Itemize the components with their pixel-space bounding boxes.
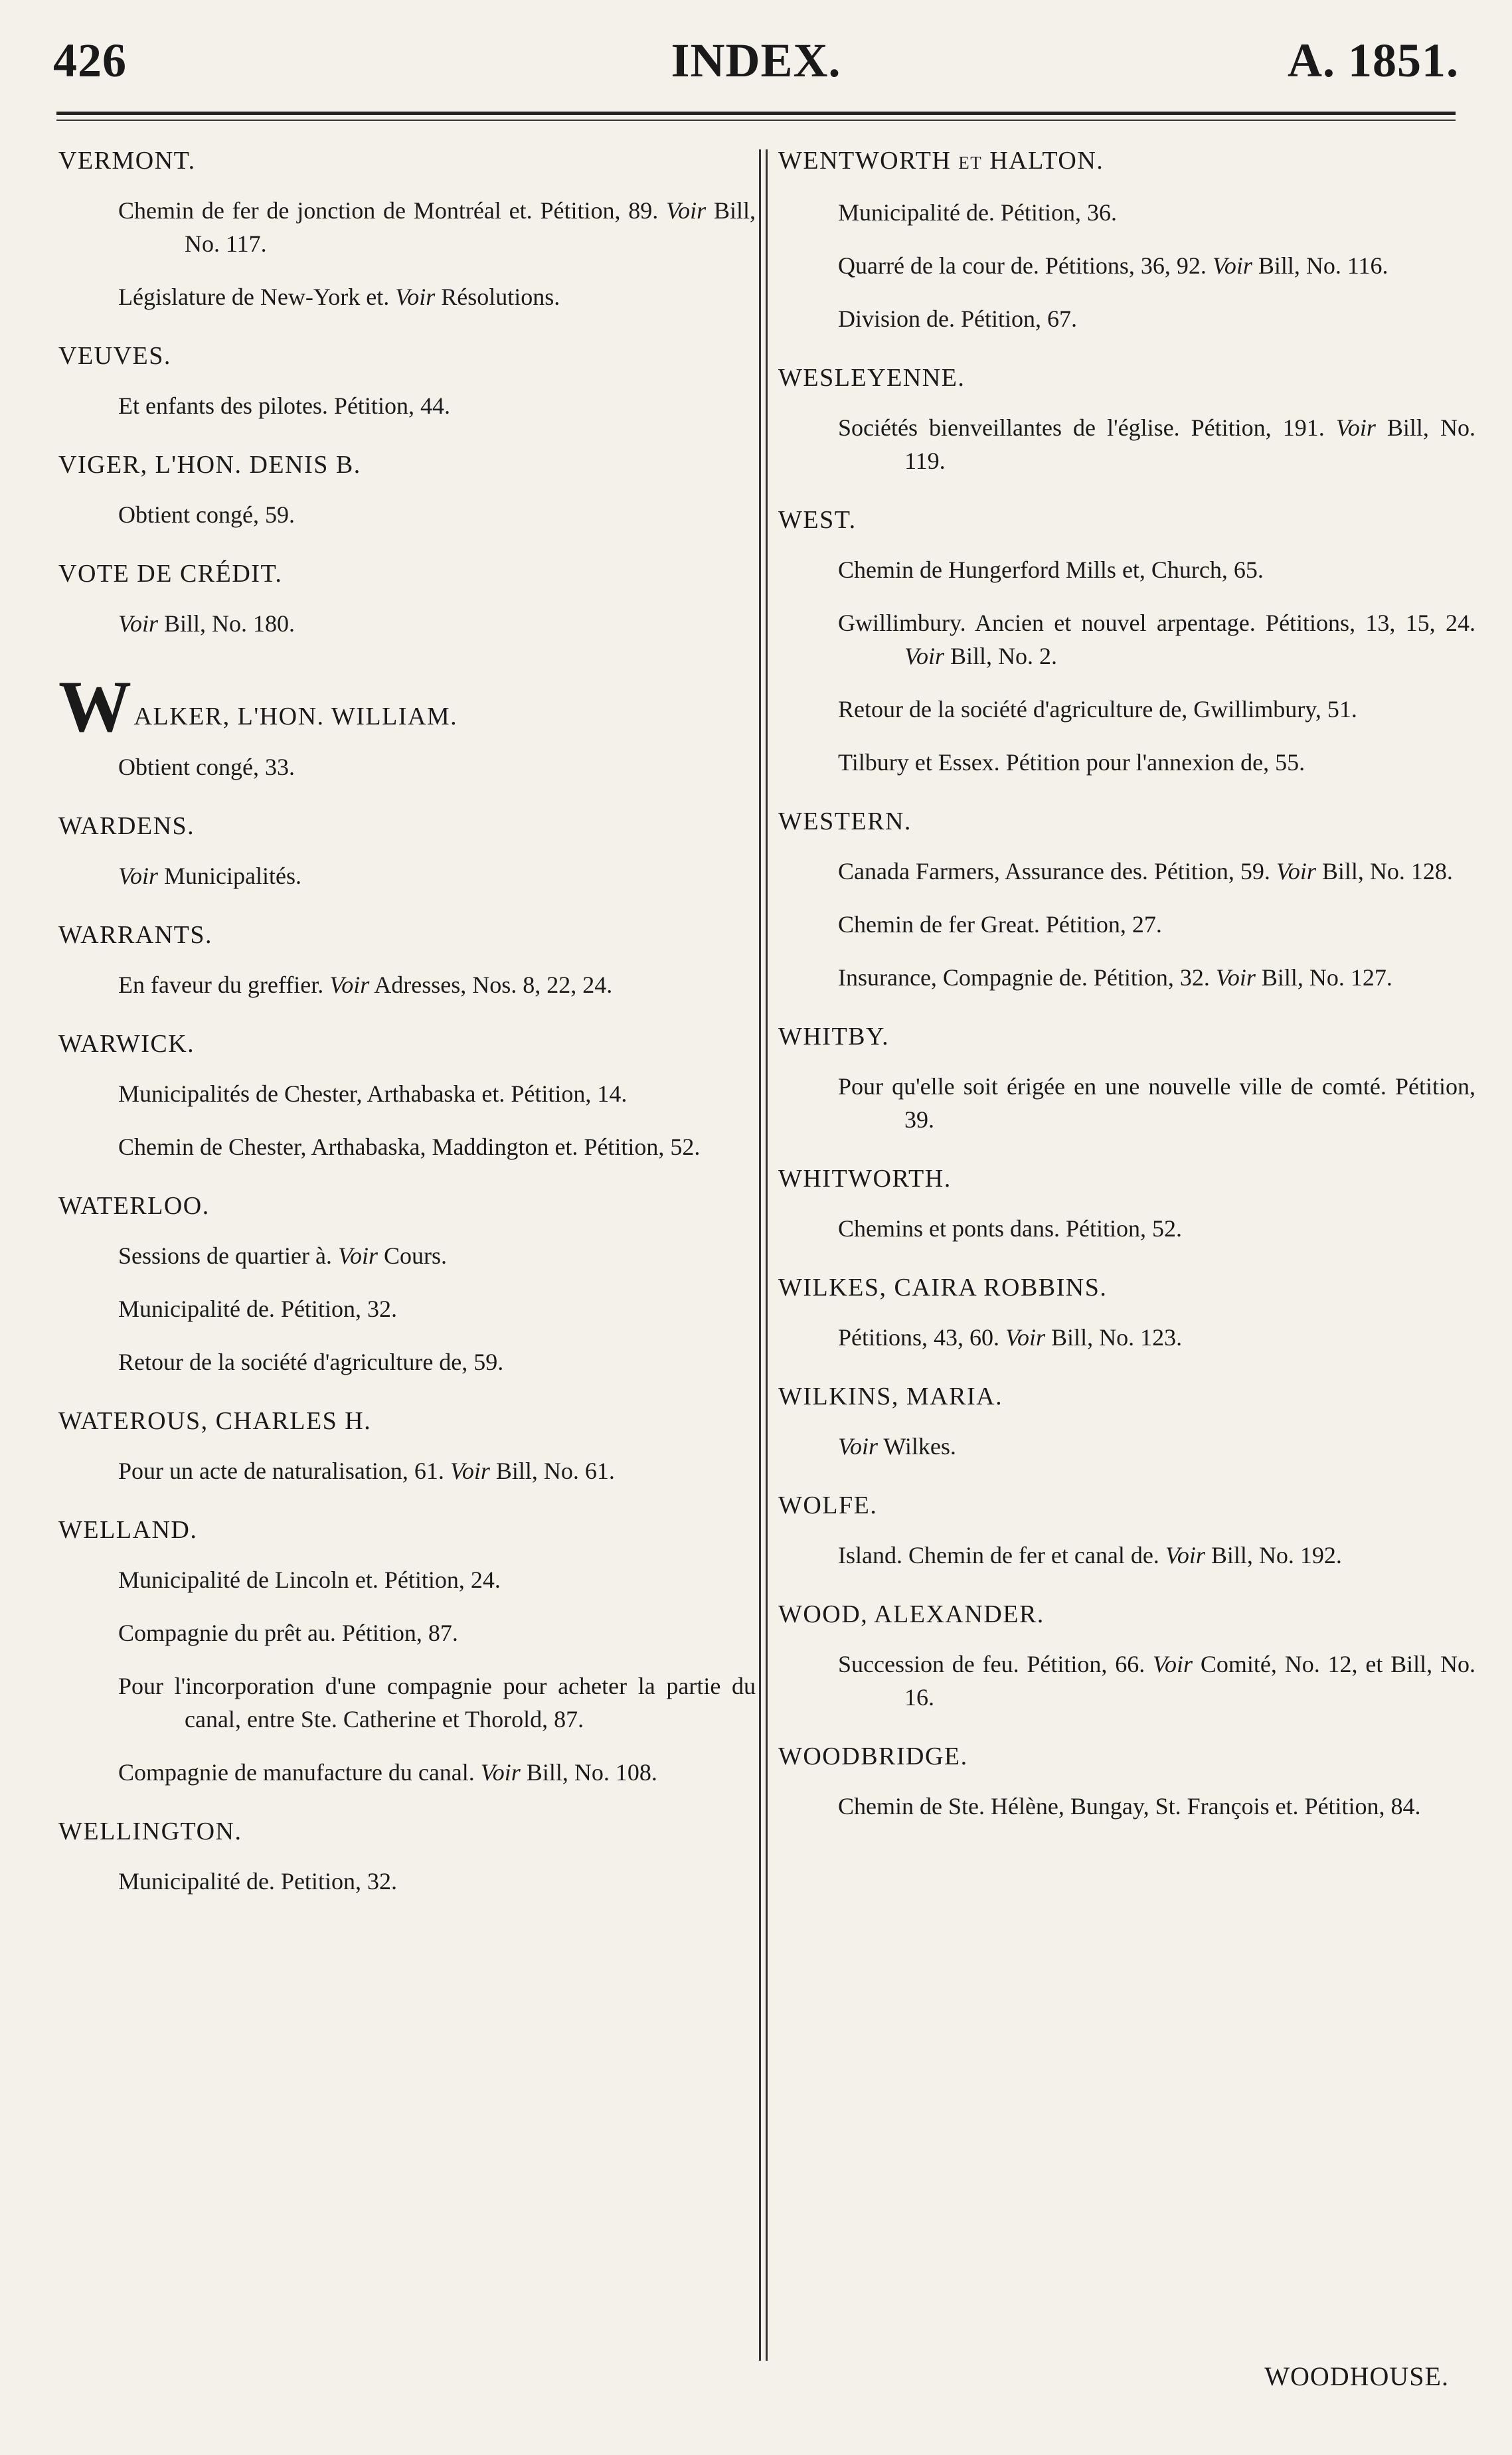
header-rule-thin <box>56 120 1456 121</box>
voir-reference: Voir <box>329 972 370 998</box>
index-subentry <box>58 1239 756 1272</box>
index-subentry <box>778 855 1475 888</box>
subentry-text: Bill, No. 2. <box>944 643 1058 669</box>
index-heading <box>778 1163 1475 1195</box>
page-year: A. 1851. <box>1288 34 1459 87</box>
index-subentry <box>58 1563 756 1596</box>
subentry-text: Municipalité de. Pétition, 32. <box>118 1296 397 1322</box>
subentry-text: Chemins et ponts dans. Pétition, 52. <box>838 1215 1182 1242</box>
index-subentry <box>58 1130 756 1163</box>
heading-text: VOTE DE CRÉDIT. <box>58 560 283 588</box>
subentry-text: Wilkes. <box>878 1433 956 1460</box>
subentry-text: Chemin de Chester, Arthabaska, Maddington et. Pétition, 52. <box>118 1134 701 1160</box>
voir-reference: Voir <box>1276 858 1316 885</box>
voir-reference: Voir <box>1335 414 1376 441</box>
index-heading <box>58 1405 756 1437</box>
index-heading <box>58 919 756 951</box>
voir-reference: Voir <box>838 1433 879 1460</box>
heading-text: WELLAND. <box>58 1516 198 1544</box>
voir-reference: Voir <box>450 1458 490 1484</box>
index-heading <box>778 1272 1475 1304</box>
heading-text: WOOD, ALEXANDER. <box>778 1600 1045 1628</box>
heading-text: WEST. <box>778 506 857 534</box>
page-number: 426 <box>53 34 127 87</box>
index-subentry <box>778 746 1475 779</box>
heading-text: WARRANTS. <box>58 921 213 949</box>
subentry-text: Insurance, Compagnie de. Pétition, 32. <box>838 964 1216 991</box>
subentry-text: Résolutions. <box>435 284 560 310</box>
subentry-text: Cours. <box>377 1242 447 1269</box>
index-subentry <box>58 859 756 892</box>
index-heading <box>58 340 756 372</box>
index-heading <box>778 1021 1475 1053</box>
index-subentry <box>778 1648 1475 1714</box>
voir-reference: Voir <box>1165 1542 1205 1568</box>
left-column <box>58 145 756 1898</box>
subentry-text: Pour un acte de naturalisation, 61. <box>118 1458 450 1484</box>
heading-text: VERMONT. <box>58 147 196 175</box>
index-subentry <box>778 1212 1475 1245</box>
subentry-text: Bill, No. 127. <box>1255 964 1392 991</box>
index-heading <box>58 1028 756 1060</box>
subentry-text: Gwillimbury. Ancien et nouvel arpentage. Pétitions, 13, 15, 24. <box>838 610 1475 636</box>
subentry-text: Sociétés bienveillantes de l'église. Pétition, 191. <box>838 414 1336 441</box>
index-heading <box>778 504 1475 536</box>
index-subentry <box>58 1345 756 1379</box>
column-divider-left <box>759 149 761 2361</box>
index-subentry <box>778 411 1475 477</box>
heading-text: WESLEYENNE. <box>778 364 966 392</box>
index-subentry <box>58 1669 756 1736</box>
subentry-text: Bill, No. 119. <box>904 414 1475 474</box>
page-header <box>53 27 1459 100</box>
heading-text: WATERLOO. <box>58 1192 210 1220</box>
voir-reference: Voir <box>1215 964 1256 991</box>
index-subentry <box>778 302 1475 335</box>
index-heading <box>778 145 1475 179</box>
subentry-text: Chemin de Ste. Hélène, Bungay, St. François et. Pétition, 84. <box>838 1793 1421 1820</box>
index-heading <box>58 558 756 590</box>
page-title: INDEX. <box>671 34 841 87</box>
voir-reference: Voir <box>118 610 159 637</box>
voir-reference: Voir <box>904 643 945 669</box>
subentry-text: Municipalités. <box>158 863 301 889</box>
index-heading <box>778 362 1475 394</box>
heading-text: WARDENS. <box>58 812 195 840</box>
subentry-text: Chemin de fer de jonction de Montréal et. Pétition, 89. <box>118 197 667 224</box>
heading-text: WILKINS, MARIA. <box>778 1383 1003 1410</box>
subentry-text: En faveur du greffier. <box>118 972 330 998</box>
subentry-text: Bill, No. 192. <box>1205 1542 1342 1568</box>
voir-reference: Voir <box>337 1242 378 1269</box>
index-subentry <box>58 280 756 313</box>
subentry-text: Pour l'incorporation d'une compagnie pour acheter la partie du canal, entre Ste. Catherine et Thorold, 87. <box>118 1673 756 1733</box>
subentry-text: Municipalités de Chester, Arthabaska et. Pétition, 14. <box>118 1080 628 1107</box>
voir-reference: Voir <box>395 284 436 310</box>
heading-text: VIGER, L'HON. DENIS B. <box>58 451 361 479</box>
index-heading <box>778 805 1475 837</box>
subentry-text: Retour de la société d'agriculture de, Gwillimbury, 51. <box>838 696 1357 722</box>
index-subentry <box>778 1321 1475 1354</box>
index-heading <box>778 1598 1475 1630</box>
subentry-text: Municipalité de Lincoln et. Pétition, 24. <box>118 1566 501 1593</box>
subentry-text: Obtient congé, 33. <box>118 754 295 780</box>
index-subentry <box>778 196 1475 229</box>
index-subentry <box>778 249 1475 282</box>
index-subentry <box>778 1070 1475 1136</box>
index-subentry <box>778 553 1475 586</box>
index-subentry <box>58 1454 756 1487</box>
subentry-text: Et enfants des pilotes. Pétition, 44. <box>118 392 450 419</box>
heading-text: WHITWORTH. <box>778 1165 952 1193</box>
index-subentry <box>778 1430 1475 1463</box>
subentry-text: Division de. Pétition, 67. <box>838 305 1077 332</box>
subentry-text: Bill, No. 128. <box>1315 858 1453 885</box>
index-heading <box>778 1381 1475 1412</box>
heading-text: WOLFE. <box>778 1491 878 1519</box>
index-subentry <box>58 1756 756 1789</box>
index-heading <box>58 1190 756 1222</box>
subentry-text: Municipalité de. Petition, 32. <box>118 1868 397 1895</box>
index-subentry <box>58 389 756 422</box>
subentry-text: Pétitions, 43, 60. <box>838 1324 1006 1351</box>
index-subentry <box>58 1865 756 1898</box>
heading-text: WHITBY. <box>778 1023 890 1051</box>
index-subentry <box>778 693 1475 726</box>
subentry-text: Bill, No. 61. <box>489 1458 615 1484</box>
index-heading <box>58 1816 756 1847</box>
heading-conjunction: ET <box>958 153 983 173</box>
column-divider-right <box>766 149 768 2361</box>
voir-reference: Voir <box>666 197 707 224</box>
subentry-text: Canada Farmers, Assurance des. Pétition, 59. <box>838 858 1276 885</box>
subentry-text: Compagnie du prêt au. Pétition, 87. <box>118 1620 458 1646</box>
index-subentry <box>58 1616 756 1650</box>
heading-text: WESTERN. <box>778 807 912 835</box>
index-subentry <box>778 1539 1475 1572</box>
subentry-text: Adresses, Nos. 8, 22, 24. <box>369 972 613 998</box>
index-heading <box>58 1514 756 1546</box>
index-subentry <box>778 961 1475 994</box>
heading-text: HALTON. <box>989 147 1104 175</box>
index-subentry <box>58 194 756 260</box>
right-column <box>778 145 1475 1823</box>
subentry-text: Bill, No. 116. <box>1252 252 1388 279</box>
subentry-text: Législature de New-York et. <box>118 284 396 310</box>
heading-text: WELLINGTON. <box>58 1818 242 1845</box>
header-rule-thick <box>56 112 1456 115</box>
index-subentry <box>58 750 756 784</box>
subentry-text: Obtient congé, 59. <box>118 501 295 528</box>
subentry-text: Succession de feu. Pétition, 66. <box>838 1651 1153 1677</box>
index-subentry <box>778 1790 1475 1823</box>
index-heading <box>58 145 756 177</box>
subentry-text: Quarré de la cour de. Pétitions, 36, 92. <box>838 252 1213 279</box>
heading-text: WARWICK. <box>58 1030 195 1058</box>
index-subentry <box>58 1292 756 1325</box>
index-subentry <box>778 908 1475 941</box>
subentry-text: Chemin de fer Great. Pétition, 27. <box>838 911 1162 938</box>
heading-text: WATEROUS, CHARLES H. <box>58 1407 372 1435</box>
index-heading <box>778 1740 1475 1772</box>
index-subentry <box>58 968 756 1001</box>
subentry-text: Island. Chemin de fer et canal de. <box>838 1542 1165 1568</box>
index-subentry <box>778 606 1475 673</box>
voir-reference: Voir <box>1212 252 1252 279</box>
heading-text: WENTWORTH <box>778 147 952 175</box>
index-heading <box>58 810 756 842</box>
index-subentry <box>58 1077 756 1110</box>
heading-text: VEUVES. <box>58 342 171 370</box>
catchword: WOODHOUSE. <box>1264 2361 1449 2391</box>
subentry-text: Comité, No. 12, et Bill, No. 16. <box>904 1651 1475 1711</box>
heading-text: ALKER, L'HON. WILLIAM. <box>133 703 458 730</box>
subentry-text: Compagnie de manufacture du canal. <box>118 1759 481 1786</box>
index-subentry <box>58 498 756 531</box>
subentry-text: Bill, No. 117. <box>185 197 756 257</box>
voir-reference: Voir <box>480 1759 521 1786</box>
subentry-text: Chemin de Hungerford Mills et, Church, 65. <box>838 556 1264 583</box>
subentry-text: Municipalité de. Pétition, 36. <box>838 199 1117 226</box>
index-heading <box>778 1489 1475 1521</box>
heading-text: WILKES, CAIRA ROBBINS. <box>778 1274 1108 1302</box>
index-subentry <box>58 607 756 640</box>
subentry-text: Sessions de quartier à. <box>118 1242 338 1269</box>
subentry-text: Retour de la société d'agriculture de, 59. <box>118 1349 504 1375</box>
voir-reference: Voir <box>1153 1651 1193 1677</box>
subentry-text: Bill, No. 180. <box>158 610 295 637</box>
subentry-text: Bill, No. 108. <box>520 1759 657 1786</box>
voir-reference: Voir <box>1005 1324 1046 1351</box>
subentry-text: Bill, No. 123. <box>1045 1324 1183 1351</box>
subentry-text: Tilbury et Essex. Pétition pour l'annexion de, 55. <box>838 749 1305 776</box>
index-heading <box>58 666 756 747</box>
voir-reference: Voir <box>118 863 159 889</box>
drop-cap: W <box>58 666 133 747</box>
subentry-text: Pour qu'elle soit érigée en une nouvelle ville de comté. Pétition, 39. <box>838 1073 1475 1133</box>
index-heading <box>58 449 756 481</box>
heading-text: WOODBRIDGE. <box>778 1742 968 1770</box>
